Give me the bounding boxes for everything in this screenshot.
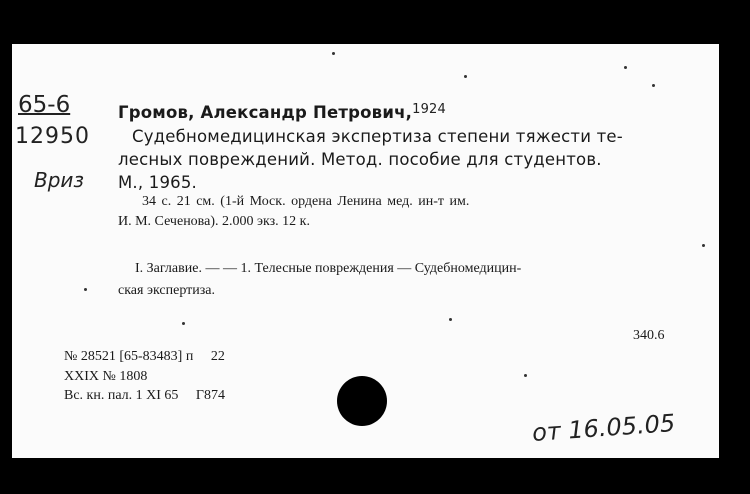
handwritten-inventory-number: 12950: [15, 124, 90, 149]
speck: [524, 374, 527, 377]
title-line-2: лесных повреждений. Метод. пособие для студентов.: [118, 150, 602, 169]
speck: [182, 322, 185, 325]
speck: [624, 66, 627, 69]
collation-line-2: И. М. Сеченова). 2.000 экз. 12 к.: [118, 214, 310, 229]
classification-number: 340.6: [633, 328, 665, 343]
author-name: Громов, Александр Петрович,: [118, 103, 413, 122]
catalog-line-3: Вс. кн. пал. 1 XI 65 Г874: [64, 388, 226, 403]
author-heading: [118, 102, 446, 122]
speck: [464, 75, 467, 78]
tracing-line-2: ская экспертиза.: [118, 283, 216, 298]
collation-line-1: 34 с. 21 см. (1-й Моск. ордена Ленина мед. ин-т им.: [142, 194, 470, 209]
speck: [652, 84, 655, 87]
title-line-3: М., 1965.: [118, 173, 198, 192]
speck: [332, 52, 335, 55]
punch-hole: [337, 376, 387, 426]
handwritten-scribble: Вриз: [34, 168, 85, 192]
speck: [84, 288, 87, 291]
handwritten-call-number: 65-6: [18, 92, 71, 118]
catalog-line-2: XXIX № 1808: [64, 369, 148, 384]
speck: [702, 244, 705, 247]
birth-year: 1924: [412, 102, 446, 117]
tracing-line-1: I. Заглавие. — — 1. Телесные повреждения — Судебномедицин-: [135, 261, 522, 276]
handwritten-date: от 16.05.05: [531, 409, 676, 447]
speck: [449, 318, 452, 321]
catalog-line-1: № 28521 [65-83483] п 22: [64, 349, 225, 364]
title-line-1: Судебномедицинская экспертиза степени тяжести те-: [132, 127, 623, 146]
